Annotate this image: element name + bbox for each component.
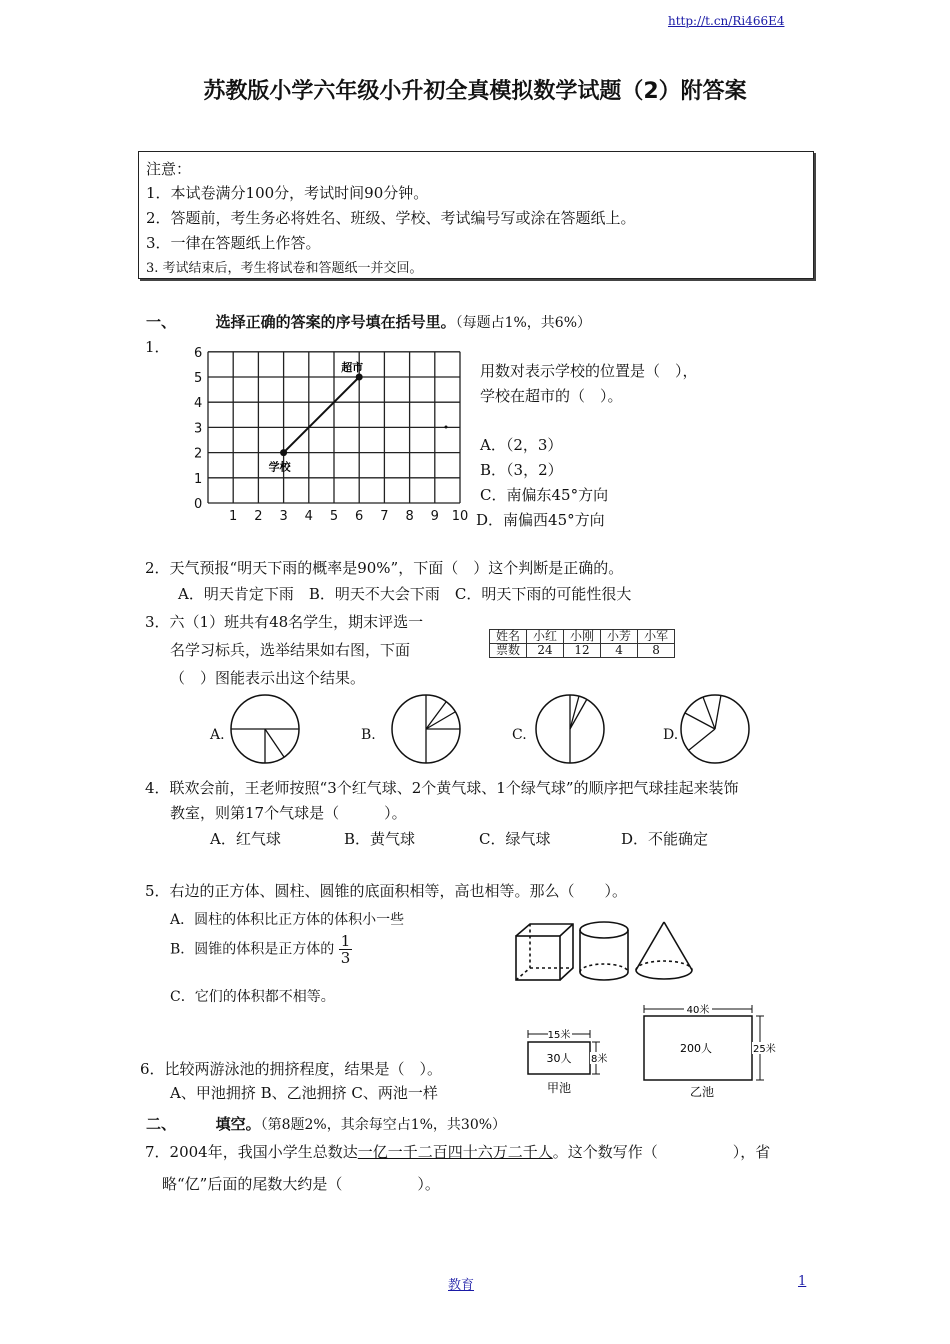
x-tick-label: 1 xyxy=(229,509,238,524)
q6-options: A、甲池拥挤 B、乙池拥挤 C、两池一样 xyxy=(170,1084,438,1102)
table-cell: 票数 xyxy=(490,644,527,658)
q5-option-a: A．圆柱的体积比正方体的体积小一些 xyxy=(170,912,405,928)
q1-option-b: B．（3，2） xyxy=(480,461,563,479)
q4-line1: 4．联欢会前，王老师按照“3个红气球、2个黄气球、1个绿气球”的顺序把气球挂起来装饰 xyxy=(145,779,739,797)
section2-header xyxy=(146,1113,506,1134)
q7-post: 。这个数写作（ ），省 xyxy=(552,1143,771,1161)
pie-option-c xyxy=(533,692,607,766)
section1-header xyxy=(146,311,591,332)
section1-title: 选择正确的答案的序号填在括号里。 xyxy=(215,313,456,331)
q6-text: 6．比较两游泳池的拥挤程度，结果是（ ）。 xyxy=(140,1060,443,1078)
q3-line2: 名学习标兵，选举结果如右图，下面 xyxy=(170,641,411,659)
pie-option-b xyxy=(389,692,463,766)
footer-link[interactable]: 教育 xyxy=(448,1278,475,1293)
fraction-numerator: 1 xyxy=(340,932,351,950)
table-cell: 24 xyxy=(527,644,564,658)
pool-b xyxy=(644,1003,784,1099)
pool-a-name: 甲池 xyxy=(546,1081,572,1095)
cone-icon xyxy=(636,922,692,979)
q5-text: 5．右边的正方体、圆柱、圆锥的底面积相等，高也相等。那么（ ）。 xyxy=(145,882,628,900)
school-point xyxy=(280,449,287,456)
q1-option-c: C．南偏东45°方向 xyxy=(480,486,609,504)
y-tick-label: 1 xyxy=(194,471,203,487)
table-cell: 小刚 xyxy=(564,630,601,644)
q1-option-d: D．南偏西45°方向 xyxy=(476,511,605,529)
votes-table xyxy=(489,629,675,658)
market-point xyxy=(356,374,363,381)
section2-note: （第8题2%，其余每空占1%，共30%） xyxy=(260,1117,507,1133)
x-tick-label: 4 xyxy=(304,509,313,524)
q5-option-b xyxy=(170,933,352,966)
pool-b-name: 乙池 xyxy=(689,1085,715,1099)
q4-option-c: C．绿气球 xyxy=(479,830,551,848)
coordinate-grid xyxy=(178,338,468,526)
route-line xyxy=(284,377,360,453)
pie-label-b: B. xyxy=(361,727,376,743)
x-tick-label: 2 xyxy=(254,509,263,524)
notice-heading: 注意： xyxy=(146,160,192,178)
q7-line2: 略“亿”后面的尾数大约是（ ）。 xyxy=(162,1175,440,1193)
q1-line1: 用数对表示学校的位置是（ ）， xyxy=(480,362,698,380)
table-cell: 4 xyxy=(601,644,638,658)
section1-num: 一、 xyxy=(146,313,177,331)
q2-options: A．明天肯定下雨 B．明天不大会下雨 C．明天下雨的可能性很大 xyxy=(178,585,632,603)
q5-option-b-text: B．圆锥的体积是正方体的 xyxy=(170,941,335,958)
q4-option-a: A．红气球 xyxy=(210,830,281,848)
y-tick-label: 0 xyxy=(194,497,203,512)
x-tick-label: 6 xyxy=(355,509,364,524)
pool-b-height: 25米 xyxy=(753,1044,776,1055)
table-cell: 小军 xyxy=(638,630,675,644)
section2-num: 二、 xyxy=(146,1115,177,1133)
q7-pre: 7．2004年，我国小学生总数达 xyxy=(145,1143,358,1161)
market-label: 超市 xyxy=(341,361,364,374)
q4-line2: 教室，则第17个气球是（ ）。 xyxy=(170,804,407,822)
q3-line1: 3．六（1）班共有48名学生，期末评选一 xyxy=(145,613,424,631)
y-tick-label: 4 xyxy=(194,396,203,412)
pool-a-people: 30人 xyxy=(546,1052,572,1065)
q4-option-d: D．不能确定 xyxy=(621,830,709,848)
q3-line3: （ ）图能表示出这个结果。 xyxy=(170,669,366,687)
pie-label-c: C. xyxy=(512,727,527,743)
pie-label-a: A. xyxy=(210,727,225,743)
notice-item: 3. 考试结束后，考生将试卷和答题纸一并交回。 xyxy=(146,261,423,276)
cylinder-icon xyxy=(580,922,628,980)
pools-figure xyxy=(520,1000,790,1102)
y-tick-label: 6 xyxy=(194,345,203,361)
y-tick-label: 3 xyxy=(194,421,203,437)
pie-option-a xyxy=(228,692,302,766)
x-tick-label: 7 xyxy=(380,509,389,524)
pool-b-width: 40米 xyxy=(686,1005,710,1016)
x-tick-label: 8 xyxy=(405,509,414,524)
x-tick-label: 10 xyxy=(451,509,468,524)
pool-b-people: 200人 xyxy=(680,1042,712,1055)
q5-option-c: C．它们的体积都不相等。 xyxy=(170,989,335,1005)
x-tick-label: 3 xyxy=(279,509,288,524)
x-tick-label: 5 xyxy=(329,509,339,524)
stray-dot xyxy=(445,426,448,429)
notice-item: 1．本试卷满分100分，考试时间90分钟。 xyxy=(146,184,429,202)
y-tick-label: 2 xyxy=(194,446,203,462)
cube-icon xyxy=(516,924,573,980)
table-cell: 小芳 xyxy=(601,630,638,644)
pool-a xyxy=(528,1028,612,1095)
section1-note: （每题占1%，共6%） xyxy=(455,315,592,331)
q1-number: 1． xyxy=(145,338,170,356)
header-link[interactable]: http://t.cn/Ri466E4 xyxy=(668,14,785,28)
table-cell: 小红 xyxy=(527,630,564,644)
school-label: 学校 xyxy=(268,460,291,474)
q2-text: 2．天气预报“明天下雨的概率是90%”，下面（ ）这个判断是正确的。 xyxy=(145,559,624,577)
section2-title: 填空。 xyxy=(215,1115,261,1133)
table-cell: 8 xyxy=(638,644,675,658)
q4-option-b: B．黄气球 xyxy=(344,830,416,848)
q1-line2: 学校在超市的（ ）。 xyxy=(480,387,623,405)
fraction-one-third xyxy=(339,933,353,966)
table-cell: 姓名 xyxy=(490,630,527,644)
table-row xyxy=(490,644,675,658)
q1-option-a: A．（2，3） xyxy=(480,436,563,454)
fraction-denominator: 3 xyxy=(340,949,351,967)
page-title: 苏教版小学六年级小升初全真模拟数学试题（2）附答案 xyxy=(203,79,747,104)
table-cell: 12 xyxy=(564,644,601,658)
solids-figure xyxy=(512,918,702,986)
page-number: 1 xyxy=(798,1274,807,1289)
notice-box xyxy=(138,151,814,279)
notice-item: 2．答题前，考生务必将姓名、班级、学校、考试编号写或涂在答题纸上。 xyxy=(146,209,636,227)
table-row xyxy=(490,630,675,644)
pool-a-width: 15米 xyxy=(547,1030,571,1041)
pie-label-d: D. xyxy=(663,727,679,743)
notice-item: 3．一律在答题纸上作答。 xyxy=(146,234,321,252)
x-tick-label: 9 xyxy=(430,509,439,524)
q7-underlined: 一亿一千二百四十六万二千人 xyxy=(357,1143,553,1161)
pool-a-height: 8米 xyxy=(591,1054,608,1065)
pie-option-d xyxy=(678,692,752,766)
y-tick-label: 5 xyxy=(194,371,203,386)
q7-line1 xyxy=(145,1141,770,1162)
